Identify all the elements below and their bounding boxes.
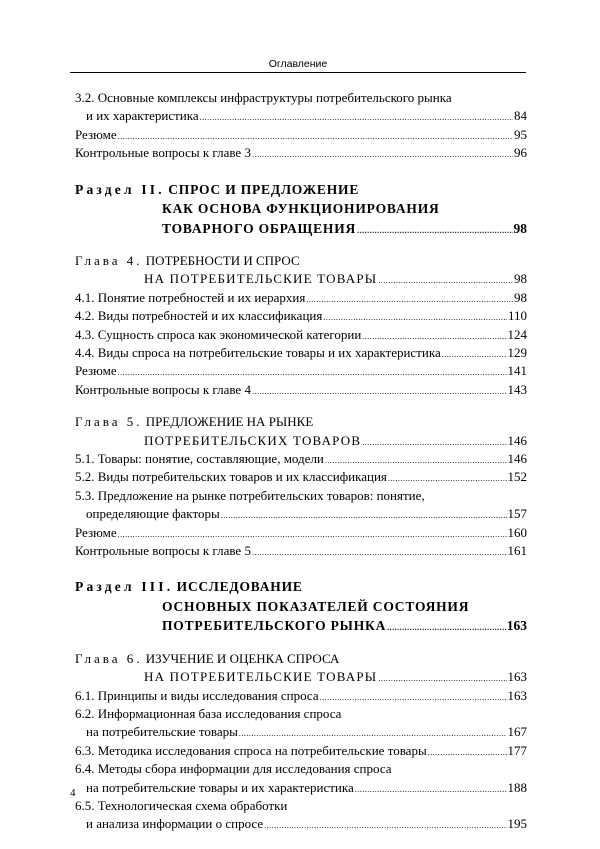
page-ref: 96 [514, 145, 527, 161]
chapter-label: Глава 5. [75, 414, 143, 430]
chapter-5-title-line2[interactable] [75, 432, 527, 450]
toc-entry-text: Резюме [75, 126, 117, 142]
toc-entry-6-4-line1: 6.4. Методы сбора информации для исследования спроса [75, 761, 392, 777]
chapter-title-line1: ПОТРЕБНОСТИ И СПРОС [145, 253, 300, 269]
chapter-4-heading[interactable] [75, 252, 527, 270]
page-ref: 84 [514, 108, 527, 124]
leader-dots [252, 146, 513, 164]
toc-entry-6-5[interactable]: и анализа информации о спросе ..... 195 [75, 815, 527, 833]
page-ref: 98 [514, 271, 527, 287]
chapter-label: Глава 4. [75, 253, 143, 269]
leader-dots [378, 670, 506, 688]
toc-entry-text: ПОТРЕБИТЕЛЬСКОГО РЫНКА [162, 618, 387, 634]
toc-entry-resume-5[interactable]: Резюме ..... 160 [75, 524, 527, 542]
toc-entry-4-4[interactable]: 4.4. Виды спроса на потребительские товары и их характеристика ..... 129 [75, 344, 527, 362]
chapter-5-heading[interactable] [75, 413, 527, 431]
toc-entry-5-3[interactable]: определяющие факторы ..... 157 [75, 505, 527, 523]
section-label: Раздел II. [75, 181, 165, 197]
leader-dots [378, 272, 513, 290]
chapter-4-title-line2[interactable] [75, 270, 527, 288]
section-title-line1: СПРОС И ПРЕДЛОЖЕНИЕ [168, 181, 360, 197]
toc-entry-6-2[interactable]: на потребительские товары ..... 167 [75, 723, 527, 741]
toc-entry-6-1[interactable]: 6.1. Принципы и виды исследования спроса ..... 163 [75, 687, 527, 705]
leader-dots [357, 221, 512, 241]
toc-entry-4-3[interactable]: 4.3. Сущность спроса как экономической категории ..... 124 [75, 326, 527, 344]
toc-entry-text: ПОТРЕБИТЕЛЬСКИХ ТОВАРОВ [144, 432, 362, 448]
leader-dots [387, 618, 506, 638]
toc-entry-6-5-line1: 6.5. Технологическая схема обработки [75, 797, 288, 813]
page-ref: 163 [507, 669, 527, 685]
toc-entry-text: ТОВАРНОГО ОБРАЩЕНИЯ [162, 220, 357, 236]
toc-entry-resume-3[interactable] [75, 126, 527, 144]
page-ref: 95 [514, 126, 527, 142]
running-header: Оглавление [268, 58, 328, 70]
section-3-title-line3[interactable] [75, 616, 527, 636]
leader-dots [362, 434, 506, 452]
toc-entry-6-4[interactable]: на потребительские товары и их характеристика ..... 188 [75, 779, 527, 797]
toc-entry-text: НА ПОТРЕБИТЕЛЬСКИЕ ТОВАРЫ [144, 669, 378, 685]
toc-entry-questions-5[interactable]: Контрольные вопросы к главе 5 ..... 161 [75, 542, 527, 560]
section-2-title-line3[interactable] [75, 219, 527, 239]
table-of-contents [75, 89, 527, 834]
page-ref: 146 [507, 432, 527, 448]
toc-entry-6-3[interactable]: 6.3. Методика исследования спроса на потребительские товары ..... 177 [75, 742, 527, 760]
toc-entry-5-3-line1: 5.3. Предложение на рынке потребительских товаров: понятие, [75, 487, 425, 503]
chapter-title-line1: ИЗУЧЕНИЕ И ОЦЕНКА СПРОСА [145, 650, 340, 666]
section-3-heading[interactable] [75, 577, 527, 597]
section-3-title-line2: ОСНОВНЫХ ПОКАЗАТЕЛЕЙ СОСТОЯНИЯ [162, 598, 470, 614]
page-ref: 98 [513, 220, 527, 236]
chapter-6-title-line2[interactable] [75, 668, 527, 686]
header-rule [70, 72, 526, 73]
toc-entry-5-2[interactable]: 5.2. Виды потребительских товаров и их классификация ..... 152 [75, 468, 527, 486]
toc-entry-3-2[interactable] [75, 107, 527, 125]
toc-entry-questions-4[interactable]: Контрольные вопросы к главе 4 ..... 143 [75, 381, 527, 399]
page-ref: 163 [506, 618, 527, 634]
chapter-title-line1: ПРЕДЛОЖЕНИЕ НА РЫНКЕ [145, 414, 314, 430]
toc-entry-resume-4[interactable]: Резюме ..... 141 [75, 362, 527, 380]
toc-entry-6-2-line1: 6.2. Информационная база исследования спроса [75, 705, 342, 721]
chapter-label: Глава 6. [75, 650, 143, 666]
toc-entry-text: и их характеристика [86, 108, 199, 124]
toc-entry-text: Контрольные вопросы к главе 3 [75, 145, 251, 161]
chapter-6-heading[interactable] [75, 650, 527, 668]
toc-entry-4-2[interactable]: 4.2. Виды потребностей и их классификация ..... 110 [75, 307, 527, 325]
section-label: Раздел III. [75, 579, 174, 595]
leader-dots [200, 109, 513, 127]
toc-entry-5-1[interactable]: 5.1. Товары: понятие, составляющие, модели ..... 146 [75, 450, 527, 468]
toc-entry-questions-3[interactable] [75, 144, 527, 162]
toc-entry-4-1[interactable]: 4.1. Понятие потребностей и их иерархия ..... 98 [75, 289, 527, 307]
page-number: 4 [70, 787, 76, 799]
toc-entry-3-2-line1: 3.2. Основные комплексы инфраструктуры потребительского рынка [75, 90, 452, 105]
toc-entry-text: НА ПОТРЕБИТЕЛЬСКИЕ ТОВАРЫ [144, 271, 378, 287]
section-title-line1: ИССЛЕДОВАНИЕ [176, 579, 303, 595]
section-2-title-line2: КАК ОСНОВА ФУНКЦИОНИРОВАНИЯ [162, 201, 440, 217]
section-2-heading[interactable] [75, 180, 527, 200]
